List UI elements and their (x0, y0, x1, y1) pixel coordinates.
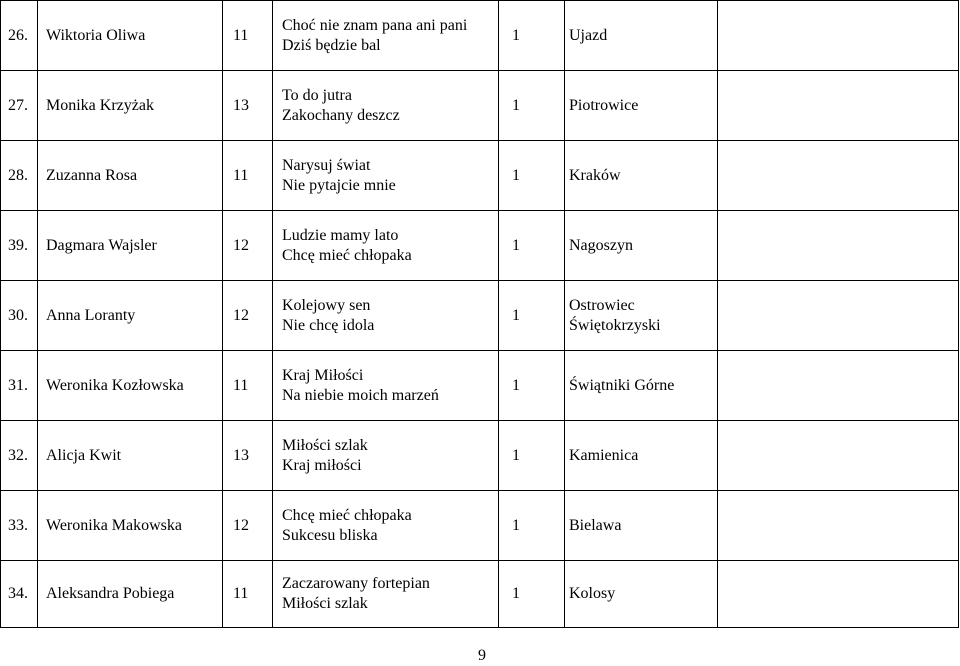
town-line-1: Ujazd (569, 26, 608, 44)
town-cell (565, 561, 718, 628)
age-cell: 12 (223, 491, 273, 561)
song-title-1: Ludzie mamy lato (282, 226, 399, 244)
count-cell: 1 (499, 491, 565, 561)
row-number-cell: 32. (1, 421, 38, 491)
table-row (1, 71, 959, 141)
table-row (1, 141, 959, 211)
songs-cell (273, 141, 499, 211)
songs-cell (273, 561, 499, 628)
table-row (1, 491, 959, 561)
count-cell: 1 (499, 281, 565, 351)
song-title-1: Choć nie znam pana ani pani (282, 16, 468, 34)
empty-cell (718, 491, 959, 561)
count-cell: 1 (499, 211, 565, 281)
table-body (1, 1, 959, 628)
row-number-cell: 39. (1, 211, 38, 281)
participant-name-cell: Aleksandra Pobiega (38, 561, 223, 628)
town-cell (565, 281, 718, 351)
row-number-cell: 31. (1, 351, 38, 421)
town-cell (565, 421, 718, 491)
song-title-2: Chcę mieć chłopaka (282, 246, 412, 264)
town-line-1: Nagoszyn (569, 236, 633, 254)
row-number-cell: 33. (1, 491, 38, 561)
count-cell: 1 (499, 561, 565, 628)
town-cell (565, 1, 718, 71)
row-number-cell: 26. (1, 1, 38, 71)
row-number-cell: 34. (1, 561, 38, 628)
songs-cell (273, 71, 499, 141)
participant-name-cell: Weronika Kozłowska (38, 351, 223, 421)
town-line-2: Świętokrzyski (569, 316, 661, 334)
song-title-2: Dziś będzie bal (282, 36, 381, 54)
town-line-1: Kamienica (569, 446, 639, 464)
count-cell: 1 (499, 1, 565, 71)
age-cell: 11 (223, 561, 273, 628)
songs-cell (273, 281, 499, 351)
town-line-1: Piotrowice (569, 96, 639, 114)
count-cell: 1 (499, 421, 565, 491)
town-cell (565, 71, 718, 141)
song-title-2: Kraj miłości (282, 456, 362, 474)
participant-name-cell: Anna Loranty (38, 281, 223, 351)
songs-cell (273, 491, 499, 561)
count-cell: 1 (499, 71, 565, 141)
age-cell: 12 (223, 281, 273, 351)
empty-cell (718, 421, 959, 491)
song-title-1: Miłości szlak (282, 436, 368, 454)
row-number-cell: 27. (1, 71, 38, 141)
age-cell: 11 (223, 351, 273, 421)
table-row (1, 1, 959, 71)
song-title-2: Na niebie moich marzeń (282, 386, 439, 404)
town-line-1: Kolosy (569, 585, 616, 602)
table-row (1, 351, 959, 421)
participant-name-cell: Weronika Makowska (38, 491, 223, 561)
age-cell: 11 (223, 1, 273, 71)
empty-cell (718, 71, 959, 141)
song-title-1: Narysuj świat (282, 156, 371, 174)
songs-cell (273, 421, 499, 491)
table-row (1, 211, 959, 281)
count-cell: 1 (499, 351, 565, 421)
row-number-cell: 28. (1, 141, 38, 211)
table-row (1, 421, 959, 491)
town-line-1: Kraków (569, 166, 621, 184)
song-title-1: Kraj Miłości (282, 366, 364, 384)
town-cell (565, 491, 718, 561)
town-line-1: Świątniki Górne (569, 376, 675, 394)
participant-name-cell: Monika Krzyżak (38, 71, 223, 141)
count-cell: 1 (499, 141, 565, 211)
participant-name-cell: Dagmara Wajsler (38, 211, 223, 281)
empty-cell (718, 141, 959, 211)
songs-cell (273, 211, 499, 281)
age-cell: 13 (223, 421, 273, 491)
participant-name-cell: Alicja Kwit (38, 421, 223, 491)
song-title-1: To do jutra (282, 86, 352, 104)
songs-cell (273, 351, 499, 421)
empty-cell (718, 211, 959, 281)
songs-cell (273, 1, 499, 71)
song-title-1: Kolejowy sen (282, 296, 371, 314)
empty-cell (718, 561, 959, 628)
song-title-2: Zakochany deszcz (282, 106, 400, 124)
town-cell (565, 141, 718, 211)
empty-cell (718, 351, 959, 421)
town-cell (565, 351, 718, 421)
song-title-2: Miłości szlak (282, 595, 368, 612)
empty-cell (718, 1, 959, 71)
age-cell: 13 (223, 71, 273, 141)
age-cell: 12 (223, 211, 273, 281)
participant-name-cell: Zuzanna Rosa (38, 141, 223, 211)
row-number-cell: 30. (1, 281, 38, 351)
participant-name-cell: Wiktoria Oliwa (38, 1, 223, 71)
page-number: 9 (478, 647, 486, 664)
song-title-2: Nie pytajcie mnie (282, 176, 396, 194)
town-line-1: Bielawa (569, 516, 622, 534)
song-title-1: Chcę mieć chłopaka (282, 506, 412, 524)
table-row (1, 561, 959, 628)
table-row (1, 281, 959, 351)
song-title-1: Zaczarowany fortepian (282, 575, 430, 592)
town-line-1: Ostrowiec (569, 296, 635, 314)
empty-cell (718, 281, 959, 351)
town-cell (565, 211, 718, 281)
song-title-2: Nie chcę idola (282, 316, 375, 334)
age-cell: 11 (223, 141, 273, 211)
song-title-2: Sukcesu bliska (282, 526, 378, 544)
